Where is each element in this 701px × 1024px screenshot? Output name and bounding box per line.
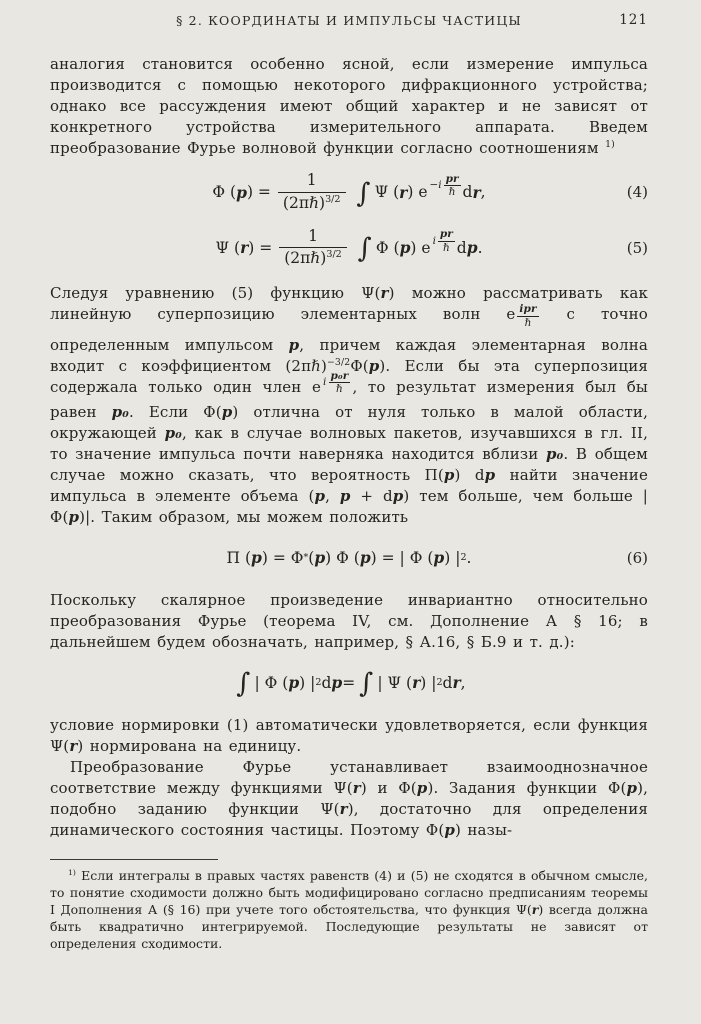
equation-5-body: Ψ ( r ) = $\frac{1}{(2\pi\hbar)^{3/2}}$ ∫ Φ ( p ) e i pr ℏ d p . xyxy=(215,226,483,268)
page-number: 121 xyxy=(619,12,648,28)
equation-4-body: Φ ( p ) = $\frac{1}{(2\pi\hbar)^{3/2}}$ ∫ Ψ ( r ) e −i pr ℏ d r , xyxy=(212,171,486,212)
equation-normalization xyxy=(50,666,648,700)
paragraph-4: условие нормировки (1) автоматически удовлетворяется, если функция Ψ(r) нормирована на единицу. xyxy=(50,715,648,755)
equation-5-number: (5) xyxy=(626,238,648,257)
equation-4-number: (4) xyxy=(626,183,648,202)
equation-5 xyxy=(50,228,648,269)
paragraph-2: Следуя уравнению (5) функцию Ψ(r) можно рассматривать как линейную суперпозицию элементарных волн e ipr ℏ с точно определенным импульсом p, причем каждая элементарная волна входит с коэффициентом (2πℏ)$^{-3/2}$Φ(p). Если бы эта суперпозиция содержала только один член e i p₀r ℏ , то результат измерения был бы равен p₀. Если Φ(p) отлична от нуля только в малой области, окружающей p₀, как в случае волновых пакетов, изучавшихся в гл. II, то значение импульса почти наверняка находится вблизи p₀. В общем случае можно сказать, что вероятность Π(p) dp найти значение импульса в элементе объема (p, p + dp) тем больше, чем больше |Φ(p)|. Таким образом, мы можем положить xyxy=(50,284,649,526)
page-header xyxy=(50,13,648,28)
equation-normalization-body: ∫ | Φ ( p ) | 2 d p = ∫ | Ψ ( r ) | 2 d r , xyxy=(236,668,466,699)
footnote-rule xyxy=(50,859,218,860)
equation-4 xyxy=(50,172,648,213)
footnote: $^{1)}$ Если интегралы в правых частях равенств (4) и (5) не сходятся в обычном смысле, то понятие сходимости должно быть модифицировано согласно предписаниям теоремы I Дополнения А (§ 16) при учете того обстоятельства, что функция Ψ(r) всегда должна быть квадратично интегрируемой. Последующие результаты не зависят от определения сходимости. xyxy=(50,867,648,951)
paragraph-5: Преобразование Фурье устанавливает взаимооднозначное соответствие между функциями Ψ(r) и Φ(p). Задания функции Φ(p), подобно заданию функции Ψ(r), достаточно для определения динамического состояния частицы. Поэтому Φ(p) назы- xyxy=(50,757,649,839)
paragraph-1: аналогия становится особенно ясной, если измерение импульса производится с помощью некоторого дифракционного устройства; однако все рассуждения имеют общий характер и не зависят от конкретного устройства измерительного аппарата. Введем преобразование Фурье волновой функции согласно соотношениям $^{1)}$ xyxy=(50,55,648,157)
equation-6-body: Π ( p ) = Φ * ( p ) Φ ( p ) = | Φ ( p ) | 2 . xyxy=(226,548,472,567)
equation-6 xyxy=(50,541,648,575)
section-title: § 2. КООРДИНАТЫ И ИМПУЛЬСЫ ЧАСТИЦЫ xyxy=(176,13,522,28)
paragraph-3: Поскольку скалярное произведение инвариантно относительно преобразования Фурье (теорема IV, см. Дополнение А § 16; в дальнейшем будем обозначать, например, § А.16, § Б.9 и т. д.): xyxy=(50,590,648,651)
equation-6-number: (6) xyxy=(626,548,648,567)
